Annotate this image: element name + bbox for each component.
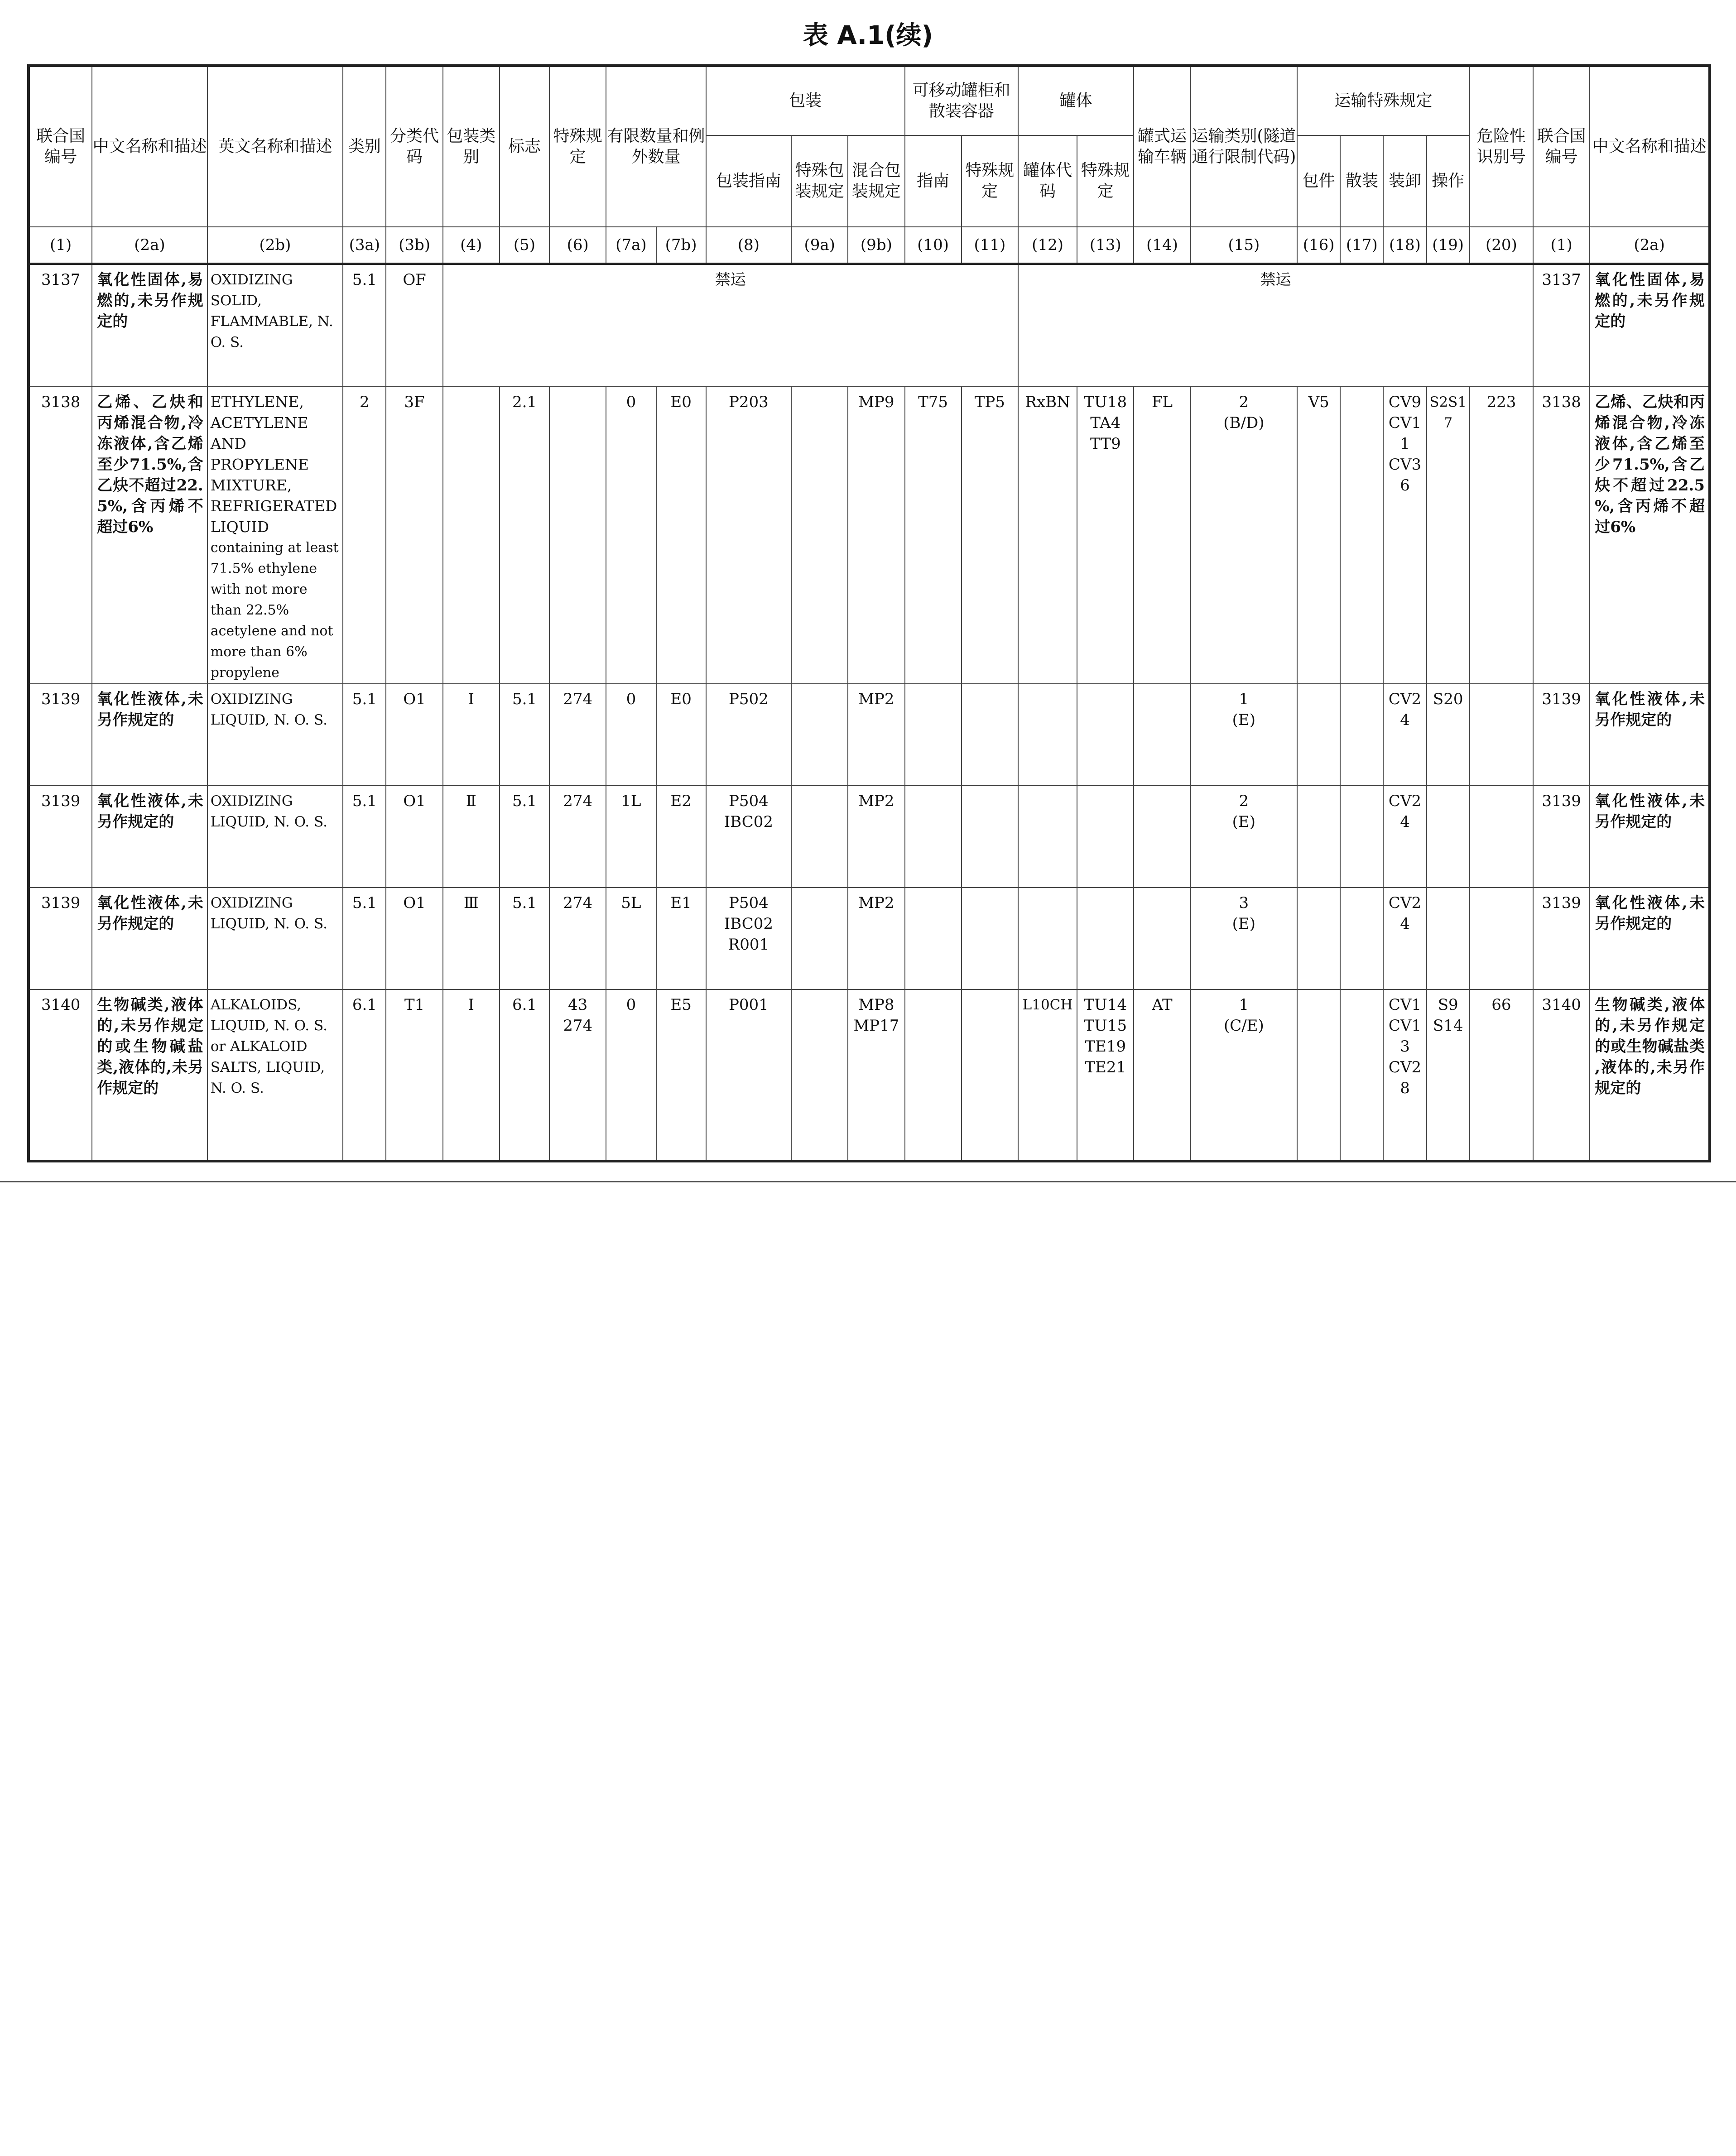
un-number-right: 3139 bbox=[1533, 888, 1590, 989]
ts-package bbox=[1297, 684, 1340, 786]
mixed-packing: MP8 MP17 bbox=[848, 989, 904, 1161]
hazard-id bbox=[1470, 786, 1533, 888]
column-number: (15) bbox=[1191, 227, 1297, 264]
header-class: 类别 bbox=[343, 66, 386, 227]
ts-operation bbox=[1427, 786, 1470, 888]
column-number: (17) bbox=[1340, 227, 1383, 264]
portable-tank-special bbox=[962, 786, 1018, 888]
portable-tank-special: TP5 bbox=[962, 387, 1018, 684]
tank-special: TU18 TA4 TT9 bbox=[1077, 387, 1134, 684]
portable-tank-instruction bbox=[905, 989, 962, 1161]
name-en: OXIDIZING SOLID, FLAMMABLE, N. O. S. bbox=[207, 264, 343, 387]
column-number: (9b) bbox=[848, 227, 904, 264]
tank-code: L10CH bbox=[1018, 989, 1077, 1161]
tank-special bbox=[1077, 786, 1134, 888]
special-provisions: 274 bbox=[549, 888, 606, 989]
name-zh-right: 氧化性固体,易燃的,未另作规定的 bbox=[1590, 264, 1710, 387]
label: 2.1 bbox=[500, 387, 549, 684]
header-transport-category: 运输类别(隧道通行限制代码) bbox=[1191, 66, 1297, 227]
header-special-packing: 特殊包装规定 bbox=[791, 135, 848, 227]
table-row bbox=[29, 888, 1710, 989]
special-packing bbox=[791, 989, 848, 1161]
ts-bulk bbox=[1340, 888, 1383, 989]
name-zh-right: 生物碱类,液体的,未另作规定的或生物碱盐类,液体的,未另作规定的 bbox=[1590, 989, 1710, 1161]
mixed-packing: MP2 bbox=[848, 888, 904, 989]
ts-operation: S9 S14 bbox=[1427, 989, 1470, 1161]
transport-category-number: 2 bbox=[1239, 792, 1249, 810]
tank-vehicle bbox=[1134, 786, 1190, 888]
header-packing-group: 包装类别 bbox=[443, 66, 500, 227]
un-number: 3139 bbox=[29, 684, 92, 786]
ts-loading: CV24 bbox=[1383, 684, 1426, 786]
portable-tank-instruction bbox=[905, 888, 962, 989]
ts-bulk bbox=[1340, 387, 1383, 684]
forbidden-note: 禁运 bbox=[443, 264, 1018, 387]
tunnel-code: (B/D) bbox=[1223, 414, 1265, 432]
name-en: ALKALOIDS, LIQUID, N. O. S. or ALKALOID SALTS, LIQUID, N. O. S. bbox=[207, 989, 343, 1161]
table-row bbox=[29, 989, 1710, 1161]
packing-group: Ⅰ bbox=[443, 684, 500, 786]
class-code: O1 bbox=[386, 786, 442, 888]
header-tank-special: 特殊规定 bbox=[1077, 135, 1134, 227]
table-row bbox=[29, 786, 1710, 888]
name-en-extra: containing at least 71.5% ethylene with not more than 22.5% acetylene and not more than 6% propylene bbox=[210, 540, 339, 681]
packing-instruction: P504 IBC02 bbox=[706, 786, 791, 888]
header-name-zh: 中文名称和描述 bbox=[92, 66, 207, 227]
transport-category bbox=[1191, 888, 1297, 989]
class-code: T1 bbox=[386, 989, 442, 1161]
column-number: (16) bbox=[1297, 227, 1340, 264]
class: 5.1 bbox=[343, 264, 386, 387]
transport-category-number: 2 bbox=[1239, 393, 1249, 411]
portable-tank-special bbox=[962, 989, 1018, 1161]
header-packaging: 包装 bbox=[706, 66, 905, 135]
ts-bulk bbox=[1340, 989, 1383, 1161]
tunnel-code: (C/E) bbox=[1223, 1017, 1264, 1035]
excepted-quantity: E2 bbox=[656, 786, 706, 888]
header-pack-instruction: 包装指南 bbox=[706, 135, 791, 227]
label: 5.1 bbox=[500, 684, 549, 786]
packing-group: Ⅰ bbox=[443, 989, 500, 1161]
hazard-id bbox=[1470, 684, 1533, 786]
packing-instruction: P504 IBC02 R001 bbox=[706, 888, 791, 989]
label: 5.1 bbox=[500, 888, 549, 989]
ts-bulk bbox=[1340, 684, 1383, 786]
header-name-en: 英文名称和描述 bbox=[207, 66, 343, 227]
name-zh-right: 氧化性液体,未另作规定的 bbox=[1590, 786, 1710, 888]
header-name-zh-right: 中文名称和描述 bbox=[1590, 66, 1710, 227]
tunnel-code: (E) bbox=[1232, 711, 1256, 729]
special-provisions: 43 274 bbox=[549, 989, 606, 1161]
ts-package bbox=[1297, 888, 1340, 989]
column-number: (7b) bbox=[656, 227, 706, 264]
packing-instruction: P203 bbox=[706, 387, 791, 684]
name-zh: 氧化性液体,未另作规定的 bbox=[92, 888, 207, 989]
page-divider bbox=[0, 1181, 1736, 1182]
limited-quantity: 0 bbox=[606, 684, 656, 786]
portable-tank-instruction bbox=[905, 786, 962, 888]
class: 2 bbox=[343, 387, 386, 684]
header-tank-vehicle: 罐式运输车辆 bbox=[1134, 66, 1190, 227]
portable-tank-special bbox=[962, 684, 1018, 786]
un-number-right: 3138 bbox=[1533, 387, 1590, 684]
header-ts-operation: 操作 bbox=[1427, 135, 1470, 227]
packing-instruction: P001 bbox=[706, 989, 791, 1161]
tank-vehicle: AT bbox=[1134, 989, 1190, 1161]
dangerous-goods-table bbox=[27, 64, 1711, 1162]
transport-category bbox=[1191, 786, 1297, 888]
limited-quantity: 0 bbox=[606, 989, 656, 1161]
limited-quantity: 0 bbox=[606, 387, 656, 684]
tank-vehicle bbox=[1134, 888, 1190, 989]
special-packing bbox=[791, 786, 848, 888]
un-number: 3139 bbox=[29, 888, 92, 989]
column-number: (10) bbox=[905, 227, 962, 264]
column-number: (5) bbox=[500, 227, 549, 264]
un-number: 3138 bbox=[29, 387, 92, 684]
packing-group bbox=[443, 387, 500, 684]
column-number: (3a) bbox=[343, 227, 386, 264]
column-number: (7a) bbox=[606, 227, 656, 264]
column-number: (11) bbox=[962, 227, 1018, 264]
name-zh: 乙烯、乙炔和丙烯混合物,冷冻液体,含乙烯至少71.5%,含乙炔不超过22.5%,含丙烯不超过6% bbox=[92, 387, 207, 684]
class-code: OF bbox=[386, 264, 442, 387]
name-en: OXIDIZING LIQUID, N. O. S. bbox=[207, 684, 343, 786]
un-number-right: 3139 bbox=[1533, 684, 1590, 786]
un-number: 3140 bbox=[29, 989, 92, 1161]
special-packing bbox=[791, 888, 848, 989]
limited-quantity: 5L bbox=[606, 888, 656, 989]
name-zh: 氧化性液体,未另作规定的 bbox=[92, 786, 207, 888]
column-number: (19) bbox=[1427, 227, 1470, 264]
tank-special bbox=[1077, 888, 1134, 989]
special-provisions bbox=[549, 387, 606, 684]
ts-bulk bbox=[1340, 786, 1383, 888]
column-number: (12) bbox=[1018, 227, 1077, 264]
header-tanks: 罐体 bbox=[1018, 66, 1134, 135]
packing-group: Ⅲ bbox=[443, 888, 500, 989]
ts-loading: CV24 bbox=[1383, 888, 1426, 989]
column-number: (13) bbox=[1077, 227, 1134, 264]
header-ts-package: 包件 bbox=[1297, 135, 1340, 227]
column-number: (18) bbox=[1383, 227, 1426, 264]
special-provisions: 274 bbox=[549, 684, 606, 786]
hazard-id: 223 bbox=[1470, 387, 1533, 684]
portable-tank-instruction: T75 bbox=[905, 387, 962, 684]
header-class-code: 分类代码 bbox=[386, 66, 442, 227]
tunnel-code: (E) bbox=[1232, 915, 1256, 933]
limited-quantity: 1L bbox=[606, 786, 656, 888]
header-limited-quantity: 有限数量和例外数量 bbox=[606, 66, 706, 227]
name-zh-right: 氧化性液体,未另作规定的 bbox=[1590, 888, 1710, 989]
table-row bbox=[29, 264, 1710, 387]
column-number: (2b) bbox=[207, 227, 343, 264]
name-zh: 氧化性液体,未另作规定的 bbox=[92, 684, 207, 786]
name-en bbox=[207, 387, 343, 684]
packing-instruction: P502 bbox=[706, 684, 791, 786]
column-number: (8) bbox=[706, 227, 791, 264]
label: 5.1 bbox=[500, 786, 549, 888]
tank-vehicle: FL bbox=[1134, 387, 1190, 684]
class: 5.1 bbox=[343, 684, 386, 786]
header-mixed-packing: 混合包装规定 bbox=[848, 135, 904, 227]
column-number: (1) bbox=[1533, 227, 1590, 264]
header-pt-instruction: 指南 bbox=[905, 135, 962, 227]
packing-group: Ⅱ bbox=[443, 786, 500, 888]
class: 5.1 bbox=[343, 888, 386, 989]
column-number: (20) bbox=[1470, 227, 1533, 264]
header-special-provisions: 特殊规定 bbox=[549, 66, 606, 227]
name-zh-right: 乙烯、乙炔和丙烯混合物,冷冻液体,含乙烯至少71.5%,含乙炔不超过22.5%,含丙烯不超过6% bbox=[1590, 387, 1710, 684]
table-title: 表 A.1(续) bbox=[803, 21, 933, 50]
column-number: (4) bbox=[443, 227, 500, 264]
portable-tank-special bbox=[962, 888, 1018, 989]
tank-code: RxBN bbox=[1018, 387, 1077, 684]
excepted-quantity: E1 bbox=[656, 888, 706, 989]
header-pt-special: 特殊规定 bbox=[962, 135, 1018, 227]
mixed-packing: MP9 bbox=[848, 387, 904, 684]
header-tank-code: 罐体代码 bbox=[1018, 135, 1077, 227]
ts-loading: CV9 CV11 CV36 bbox=[1383, 387, 1426, 684]
column-number: (1) bbox=[29, 227, 92, 264]
tunnel-code: (E) bbox=[1232, 813, 1256, 831]
transport-category bbox=[1191, 387, 1297, 684]
header-transport-special: 运输特殊规定 bbox=[1297, 66, 1470, 135]
mixed-packing: MP2 bbox=[848, 786, 904, 888]
portable-tank-instruction bbox=[905, 684, 962, 786]
special-packing bbox=[791, 387, 848, 684]
name-zh-right: 氧化性液体,未另作规定的 bbox=[1590, 684, 1710, 786]
mixed-packing: MP2 bbox=[848, 684, 904, 786]
ts-loading: CV24 bbox=[1383, 786, 1426, 888]
ts-package: V5 bbox=[1297, 387, 1340, 684]
tank-special: TU14 TU15 TE19 TE21 bbox=[1077, 989, 1134, 1161]
name-zh: 氧化性固体,易燃的,未另作规定的 bbox=[92, 264, 207, 387]
ts-operation bbox=[1427, 888, 1470, 989]
ts-operation: S20 bbox=[1427, 684, 1470, 786]
column-number: (2a) bbox=[92, 227, 207, 264]
header-un-no: 联合国编号 bbox=[29, 66, 92, 227]
un-number-right: 3139 bbox=[1533, 786, 1590, 888]
un-number: 3139 bbox=[29, 786, 92, 888]
name-en-main: ETHYLENE, ACETYLENE AND PROPYLENE MIXTURE, REFRIGERATED LIQUID bbox=[210, 393, 337, 536]
forbidden-note: 禁运 bbox=[1018, 264, 1533, 387]
transport-category-number: 1 bbox=[1239, 690, 1249, 708]
class: 6.1 bbox=[343, 989, 386, 1161]
column-number: (6) bbox=[549, 227, 606, 264]
hazard-id: 66 bbox=[1470, 989, 1533, 1161]
hazard-id bbox=[1470, 888, 1533, 989]
tank-code bbox=[1018, 888, 1077, 989]
column-number: (9a) bbox=[791, 227, 848, 264]
header-label: 标志 bbox=[500, 66, 549, 227]
un-number-right: 3137 bbox=[1533, 264, 1590, 387]
transport-category bbox=[1191, 684, 1297, 786]
special-packing bbox=[791, 684, 848, 786]
tank-special bbox=[1077, 684, 1134, 786]
excepted-quantity: E0 bbox=[656, 684, 706, 786]
un-number: 3137 bbox=[29, 264, 92, 387]
tank-vehicle bbox=[1134, 684, 1190, 786]
name-zh: 生物碱类,液体的,未另作规定的或生物碱盐类,液体的,未另作规定的 bbox=[92, 989, 207, 1161]
class-code: O1 bbox=[386, 684, 442, 786]
header-un-no-right: 联合国编号 bbox=[1533, 66, 1590, 227]
un-number-right: 3140 bbox=[1533, 989, 1590, 1161]
special-provisions: 274 bbox=[549, 786, 606, 888]
tank-code bbox=[1018, 786, 1077, 888]
table-row bbox=[29, 684, 1710, 786]
transport-category-number: 3 bbox=[1239, 894, 1249, 912]
label: 6.1 bbox=[500, 989, 549, 1161]
class-code: O1 bbox=[386, 888, 442, 989]
excepted-quantity: E0 bbox=[656, 387, 706, 684]
transport-category-number: 1 bbox=[1239, 996, 1249, 1014]
header-ts-bulk: 散装 bbox=[1340, 135, 1383, 227]
ts-package bbox=[1297, 989, 1340, 1161]
name-en: OXIDIZING LIQUID, N. O. S. bbox=[207, 786, 343, 888]
class-code: 3F bbox=[386, 387, 442, 684]
ts-package bbox=[1297, 786, 1340, 888]
table-row bbox=[29, 387, 1710, 684]
ts-loading: CV1 CV13 CV28 bbox=[1383, 989, 1426, 1161]
column-number: (2a) bbox=[1590, 227, 1710, 264]
class: 5.1 bbox=[343, 786, 386, 888]
ts-operation: S2S17 bbox=[1427, 387, 1470, 684]
header-ts-loading: 装卸 bbox=[1383, 135, 1426, 227]
excepted-quantity: E5 bbox=[656, 989, 706, 1161]
column-number: (3b) bbox=[386, 227, 442, 264]
name-en: OXIDIZING LIQUID, N. O. S. bbox=[207, 888, 343, 989]
tank-code bbox=[1018, 684, 1077, 786]
column-number: (14) bbox=[1134, 227, 1190, 264]
transport-category bbox=[1191, 989, 1297, 1161]
header-portable-tanks: 可移动罐柜和散装容器 bbox=[905, 66, 1018, 135]
header-hazard-id: 危险性识别号 bbox=[1470, 66, 1533, 227]
